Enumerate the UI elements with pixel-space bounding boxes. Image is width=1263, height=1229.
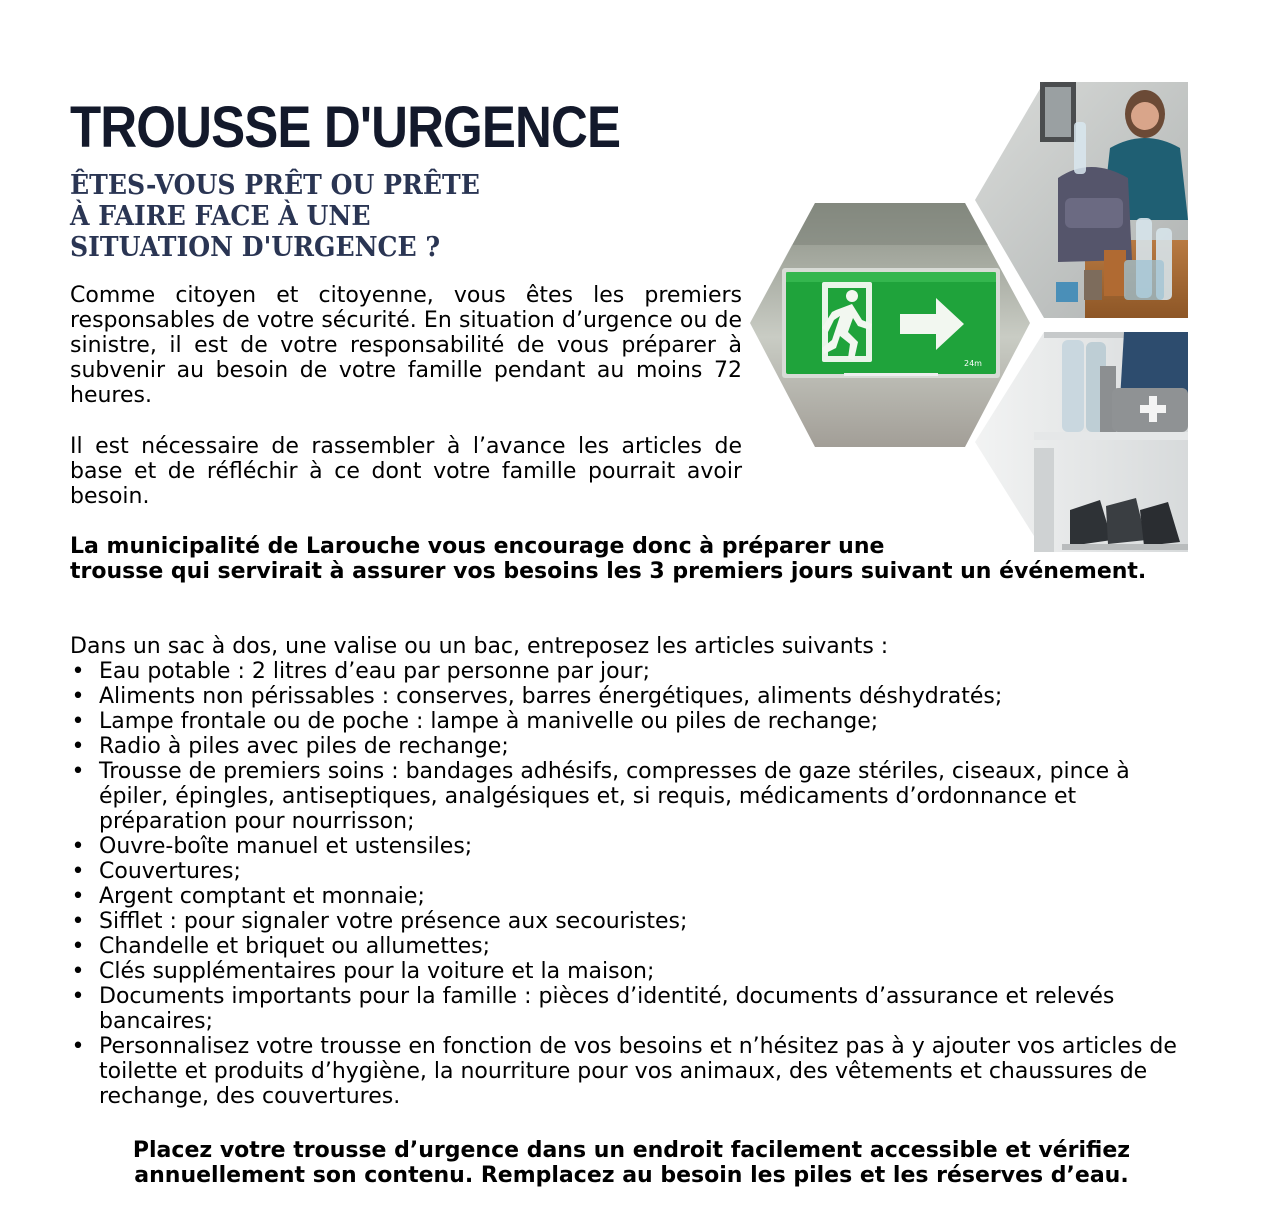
list-item-text: Sifflet : pour signaler votre présence aux secouristes; <box>99 909 688 934</box>
list-item <box>70 884 1200 909</box>
canned-food <box>1104 250 1126 296</box>
list-item-text: Personnalisez votre trousse en fonction de vos besoins et n’hésitez pas à y ajouter vos articles de toilette et produits d’hygiène, la nourriture pour vos animaux, des vêtements et chaussures de rechange, des couvertures. <box>99 1034 1177 1109</box>
list-item-text: Lampe frontale ou de poche : lampe à manivelle ou piles de rechange; <box>99 709 879 734</box>
list-item-text: Argent comptant et monnaie; <box>99 884 425 909</box>
bullet-icon: • <box>71 834 85 859</box>
list-item-text: Radio à piles avec piles de rechange; <box>99 734 509 759</box>
page-title: TROUSSE D'URGENCE <box>70 95 621 160</box>
bullet-icon: • <box>71 959 85 984</box>
encourage-line-rest: trousse qui servirait à assurer vos besoins les 3 premiers jours suivant un événement. <box>70 559 1147 584</box>
gather-paragraph: Il est nécessaire de rassembler à l’avance les articles de base et de réfléchir à ce dont votre famille pourrait avoir besoin. <box>70 434 742 509</box>
bullet-icon: • <box>71 759 85 784</box>
list-item-text: Trousse de premiers soins : bandages adhésifs, compresses de gaze stériles, ciseaux, pince à épiler, épingles, antiseptiques, analgésiques et, si requis, médicaments d’ordonnance et préparation pour nourrisson; <box>99 759 1130 834</box>
list-item-text: Clés supplémentaires pour la voiture et la maison; <box>99 959 655 984</box>
bullet-icon: • <box>71 659 85 684</box>
list-item <box>70 759 1200 834</box>
list-item <box>70 834 1200 859</box>
list-item <box>70 684 1200 709</box>
list-item <box>70 734 1200 759</box>
list-item <box>70 909 1200 934</box>
bullet-icon: • <box>71 1034 85 1059</box>
water-bottle <box>1062 340 1084 432</box>
list-item-text: Eau potable : 2 litres d’eau par personne par jour; <box>99 659 650 684</box>
bullet-icon: • <box>71 709 85 734</box>
subtitle-line: À FAIRE FACE À UNE <box>70 201 371 232</box>
shelf-board <box>1034 432 1188 440</box>
bullet-icon: • <box>71 734 85 759</box>
exit-sign-photo <box>750 203 1030 447</box>
bullet-icon: • <box>71 984 85 1009</box>
exit-sign-label: 24m <box>964 359 982 368</box>
subtitle-line: SITUATION D'URGENCE ? <box>70 232 441 263</box>
list-item <box>70 984 1200 1034</box>
subtitle-line: ÊTES-VOUS PRÊT OU PRÊTE <box>70 170 480 201</box>
bullet-icon: • <box>71 884 85 909</box>
list-item <box>70 709 1200 734</box>
bullet-icon: • <box>71 909 85 934</box>
list-item-text: Chandelle et briquet ou allumettes; <box>99 934 490 959</box>
water-bottle <box>1074 122 1086 174</box>
list-item <box>70 659 1200 684</box>
page-subtitle <box>70 170 507 263</box>
encourage-line-1: La municipalité de Larouche vous encourage donc à préparer une <box>70 534 885 559</box>
list-item <box>70 1034 1200 1109</box>
list-item <box>70 934 1200 959</box>
closing-paragraph: Placez votre trousse d’urgence dans un endroit facilement accessible et vérifiez annuellement son contenu. Remplacez au besoin les piles et les réserves d’eau. <box>132 1138 1131 1188</box>
bullet-icon: • <box>71 859 85 884</box>
bullet-icon: • <box>71 684 85 709</box>
list-intro: Dans un sac à dos, une valise ou un bac, entreposez les articles suivants : <box>70 634 889 659</box>
responsibility-paragraph: Comme citoyen et citoyenne, vous êtes les premiers responsables de votre sécurité. En situation d’urgence ou de sinistre, il est de votre responsabilité de vous préparer à subvenir au besoin de votre famille pendant au moins 72 heures. <box>70 283 742 408</box>
list-item-text: Ouvre-boîte manuel et ustensiles; <box>99 834 473 859</box>
supply-list <box>70 659 1200 1109</box>
list-item <box>70 959 1200 984</box>
list-item <box>70 859 1200 884</box>
list-item-text: Aliments non périssables : conserves, barres énergétiques, aliments déshydratés; <box>99 684 1003 709</box>
hexagon-photo-collage <box>740 70 1200 560</box>
list-item-text: Couvertures; <box>99 859 241 884</box>
bullet-icon: • <box>71 934 85 959</box>
list-item-text: Documents importants pour la famille : pièces d’identité, documents d’assurance et relevés bancaires; <box>99 984 1115 1034</box>
